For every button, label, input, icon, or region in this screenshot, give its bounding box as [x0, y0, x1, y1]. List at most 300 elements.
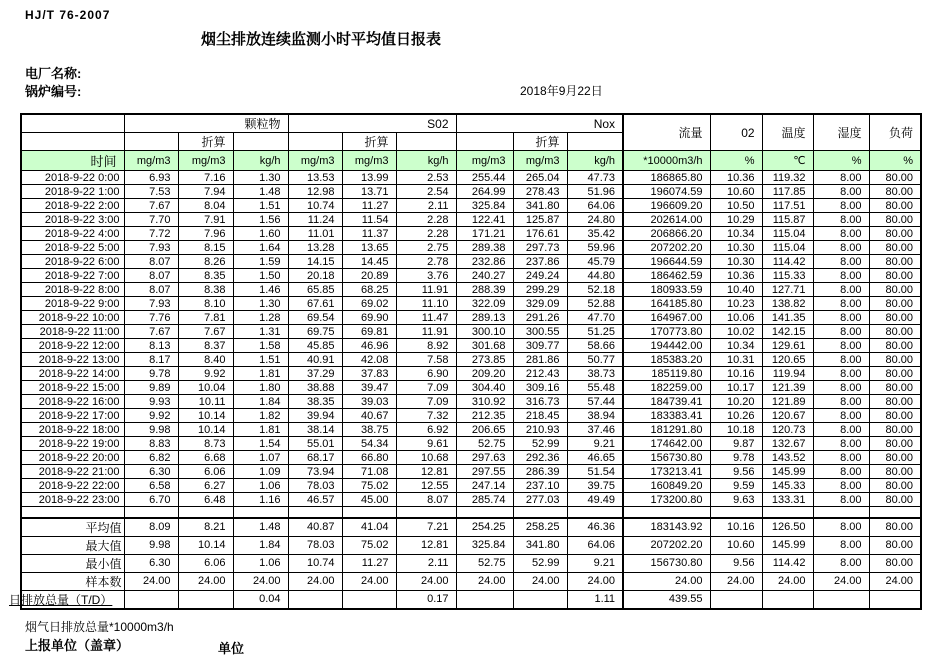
value-cell: 46.96 — [342, 339, 396, 353]
value-cell: 121.89 — [762, 395, 813, 409]
value-cell: 7.93 — [124, 297, 178, 311]
value-cell — [233, 507, 288, 518]
value-cell: 310.92 — [456, 395, 513, 409]
value-cell: 8.37 — [178, 339, 233, 353]
value-cell: 10.74 — [288, 199, 342, 213]
value-cell: 8.26 — [178, 255, 233, 269]
value-cell: 11.27 — [342, 199, 396, 213]
value-cell: 6.93 — [124, 171, 178, 185]
value-cell: 237.86 — [513, 255, 567, 269]
value-cell: 121.39 — [762, 381, 813, 395]
data-row — [21, 199, 921, 213]
value-cell: 80.00 — [869, 451, 921, 465]
daily-total-label — [9, 590, 124, 609]
unit-header: mg/m3 — [456, 151, 513, 171]
value-cell: 9.21 — [567, 437, 623, 451]
value-cell: 14.15 — [288, 255, 342, 269]
flue-gas-total-note: 烟气日排放总量*10000m3/h — [25, 620, 174, 634]
value-cell: 281.86 — [513, 353, 567, 367]
value-cell: 69.75 — [288, 325, 342, 339]
value-cell: 8.07 — [124, 283, 178, 297]
value-cell: 6.82 — [124, 451, 178, 465]
value-cell: 11.47 — [396, 311, 456, 325]
value-cell: 299.29 — [513, 283, 567, 297]
value-cell: 1.54 — [233, 437, 288, 451]
value-cell: 117.51 — [762, 199, 813, 213]
value-cell: 8.07 — [396, 493, 456, 507]
value-cell: 1.59 — [233, 255, 288, 269]
value-cell: 120.73 — [762, 423, 813, 437]
value-cell: 7.81 — [178, 311, 233, 325]
summary-row — [21, 554, 921, 572]
value-cell: 24.80 — [567, 213, 623, 227]
time-cell: 2018-9-22 17:00 — [21, 409, 124, 423]
value-cell: 1.84 — [233, 395, 288, 409]
value-cell: 9.63 — [710, 493, 762, 507]
value-cell: 9.93 — [124, 395, 178, 409]
value-cell: 8.00 — [813, 241, 869, 255]
value-cell: 39.47 — [342, 381, 396, 395]
summary-row — [21, 518, 921, 537]
value-cell: 9.59 — [710, 479, 762, 493]
spacer-row — [21, 507, 921, 518]
value-cell: 164185.80 — [623, 297, 710, 311]
value-cell: 52.18 — [567, 283, 623, 297]
value-cell: 24.00 — [813, 572, 869, 590]
value-cell: 8.00 — [813, 493, 869, 507]
value-cell — [710, 590, 762, 609]
value-cell: 120.65 — [762, 353, 813, 367]
value-cell: 69.81 — [342, 325, 396, 339]
value-cell: 181291.80 — [623, 423, 710, 437]
value-cell: 49.49 — [567, 493, 623, 507]
value-cell: 7.32 — [396, 409, 456, 423]
value-cell: 237.10 — [513, 479, 567, 493]
unit-header: ℃ — [762, 151, 813, 171]
value-cell: 80.00 — [869, 367, 921, 381]
value-cell: 24.00 — [124, 572, 178, 590]
group-header-load: 负荷 — [869, 114, 921, 151]
value-cell: 8.00 — [813, 409, 869, 423]
time-cell: 2018-9-22 3:00 — [21, 213, 124, 227]
time-cell: 2018-9-22 16:00 — [21, 395, 124, 409]
daily-total-row — [21, 590, 921, 609]
value-cell: 9.98 — [124, 536, 178, 554]
value-cell: 6.58 — [124, 479, 178, 493]
value-cell: 2.28 — [396, 227, 456, 241]
data-row — [21, 451, 921, 465]
value-cell: 1.46 — [233, 283, 288, 297]
spacer-cell — [567, 133, 623, 151]
value-cell: 185383.20 — [623, 353, 710, 367]
time-cell: 2018-9-22 8:00 — [21, 283, 124, 297]
standard-code: HJ/T 76-2007 — [25, 8, 111, 22]
value-cell: 7.93 — [124, 241, 178, 255]
value-cell: 80.00 — [869, 339, 921, 353]
value-cell: 325.84 — [456, 536, 513, 554]
value-cell: 115.04 — [762, 241, 813, 255]
value-cell: 24.00 — [710, 572, 762, 590]
report-date: 2018年9月22日 — [520, 84, 603, 98]
value-cell: 8.00 — [813, 367, 869, 381]
value-cell: 258.25 — [513, 518, 567, 537]
data-row — [21, 395, 921, 409]
value-cell: 8.21 — [178, 518, 233, 537]
value-cell: 40.87 — [288, 518, 342, 537]
value-cell: 6.27 — [178, 479, 233, 493]
value-cell: 10.31 — [710, 353, 762, 367]
value-cell: 255.44 — [456, 171, 513, 185]
data-row — [21, 171, 921, 185]
value-cell: 119.32 — [762, 171, 813, 185]
unit-header-flow: *10000m3/h — [623, 151, 710, 171]
value-cell: 183383.41 — [623, 409, 710, 423]
value-cell: 6.68 — [178, 451, 233, 465]
value-cell: 196609.20 — [623, 199, 710, 213]
value-cell: 8.83 — [124, 437, 178, 451]
group-header-pm: 颗粒物 — [124, 114, 288, 133]
value-cell: 8.73 — [178, 437, 233, 451]
value-cell: 6.48 — [178, 493, 233, 507]
value-cell: 9.56 — [710, 554, 762, 572]
data-row — [21, 185, 921, 199]
value-cell — [396, 507, 456, 518]
value-cell: 300.10 — [456, 325, 513, 339]
value-cell: 7.96 — [178, 227, 233, 241]
value-cell: 38.88 — [288, 381, 342, 395]
value-cell: 1.51 — [233, 353, 288, 367]
spacer-cell — [21, 507, 124, 518]
time-cell: 2018-9-22 22:00 — [21, 479, 124, 493]
value-cell: 37.46 — [567, 423, 623, 437]
spacer-cell — [396, 133, 456, 151]
value-cell: 20.89 — [342, 269, 396, 283]
summary-label: 最小值 — [21, 554, 124, 572]
value-cell: 80.00 — [869, 423, 921, 437]
value-cell: 209.20 — [456, 367, 513, 381]
value-cell: 24.00 — [178, 572, 233, 590]
value-cell: 38.75 — [342, 423, 396, 437]
value-cell: 45.00 — [342, 493, 396, 507]
data-row — [21, 241, 921, 255]
value-cell: 52.75 — [456, 437, 513, 451]
value-cell: 80.00 — [869, 493, 921, 507]
value-cell — [762, 507, 813, 518]
summary-label: 平均值 — [21, 518, 124, 537]
value-cell: 180933.59 — [623, 283, 710, 297]
value-cell: 73.94 — [288, 465, 342, 479]
value-cell: 75.02 — [342, 479, 396, 493]
value-cell: 8.07 — [124, 269, 178, 283]
value-cell: 47.70 — [567, 311, 623, 325]
unit-header: % — [869, 151, 921, 171]
value-cell: 8.00 — [813, 269, 869, 283]
value-cell: 142.15 — [762, 325, 813, 339]
value-cell: 12.55 — [396, 479, 456, 493]
value-cell: 8.09 — [124, 518, 178, 537]
group-header-row — [21, 114, 921, 133]
value-cell: 78.03 — [288, 536, 342, 554]
value-cell: 10.34 — [710, 227, 762, 241]
value-cell: 8.00 — [813, 325, 869, 339]
value-cell: 8.00 — [813, 395, 869, 409]
value-cell: 24.00 — [288, 572, 342, 590]
value-cell: 80.00 — [869, 395, 921, 409]
value-cell: 10.16 — [710, 367, 762, 381]
value-cell: 7.58 — [396, 353, 456, 367]
value-cell: 206.65 — [456, 423, 513, 437]
value-cell: 1.50 — [233, 269, 288, 283]
value-cell: 185119.80 — [623, 367, 710, 381]
value-cell: 309.16 — [513, 381, 567, 395]
value-cell: 80.00 — [869, 213, 921, 227]
value-cell: 138.82 — [762, 297, 813, 311]
data-row — [21, 367, 921, 381]
value-cell — [869, 507, 921, 518]
value-cell: 35.42 — [567, 227, 623, 241]
value-cell: 341.80 — [513, 199, 567, 213]
value-cell: 297.63 — [456, 451, 513, 465]
value-cell: 2.11 — [396, 554, 456, 572]
value-cell: 8.04 — [178, 199, 233, 213]
data-row — [21, 479, 921, 493]
value-cell: 127.71 — [762, 283, 813, 297]
value-cell: 13.53 — [288, 171, 342, 185]
value-cell — [623, 507, 710, 518]
spacer-cell — [233, 133, 288, 151]
value-cell: 10.40 — [710, 283, 762, 297]
value-cell: 1.48 — [233, 185, 288, 199]
data-rows — [9, 171, 921, 609]
value-cell: 156730.80 — [623, 451, 710, 465]
value-cell: 7.16 — [178, 171, 233, 185]
value-cell: 145.99 — [762, 465, 813, 479]
value-cell: 55.01 — [288, 437, 342, 451]
value-cell: 24.00 — [233, 572, 288, 590]
value-cell: 2.75 — [396, 241, 456, 255]
unit-header: mg/m3 — [178, 151, 233, 171]
value-cell: 115.87 — [762, 213, 813, 227]
value-cell: 8.00 — [813, 518, 869, 537]
data-row — [21, 465, 921, 479]
value-cell: 8.07 — [124, 255, 178, 269]
value-cell: 24.00 — [869, 572, 921, 590]
value-cell: 10.14 — [178, 536, 233, 554]
value-cell: 11.37 — [342, 227, 396, 241]
value-cell: 278.43 — [513, 185, 567, 199]
value-cell: 176.61 — [513, 227, 567, 241]
value-cell: 145.99 — [762, 536, 813, 554]
value-cell: 7.09 — [396, 395, 456, 409]
time-cell: 2018-9-22 0:00 — [21, 171, 124, 185]
time-cell: 2018-9-22 21:00 — [21, 465, 124, 479]
value-cell: 7.72 — [124, 227, 178, 241]
value-cell: 9.89 — [124, 381, 178, 395]
value-cell: 45.85 — [288, 339, 342, 353]
converted-label-so2: 折算 — [342, 133, 396, 151]
value-cell: 52.88 — [567, 297, 623, 311]
time-cell: 2018-9-22 9:00 — [21, 297, 124, 311]
value-cell: 249.24 — [513, 269, 567, 283]
value-cell: 9.56 — [710, 465, 762, 479]
value-cell: 297.73 — [513, 241, 567, 255]
value-cell: 10.02 — [710, 325, 762, 339]
value-cell: 46.65 — [567, 451, 623, 465]
value-cell: 171.21 — [456, 227, 513, 241]
data-row — [21, 213, 921, 227]
value-cell: 52.99 — [513, 554, 567, 572]
value-cell: 439.55 — [623, 590, 710, 609]
value-cell: 3.76 — [396, 269, 456, 283]
value-cell: 207202.20 — [623, 536, 710, 554]
value-cell: 143.52 — [762, 451, 813, 465]
value-cell: 8.35 — [178, 269, 233, 283]
value-cell: 9.92 — [124, 409, 178, 423]
group-header-flow: 流量 — [623, 114, 710, 151]
value-cell: 254.25 — [456, 518, 513, 537]
value-cell: 68.25 — [342, 283, 396, 297]
value-cell: 59.96 — [567, 241, 623, 255]
value-cell: 69.54 — [288, 311, 342, 325]
value-cell: 2.54 — [396, 185, 456, 199]
value-cell: 46.36 — [567, 518, 623, 537]
value-cell: 264.99 — [456, 185, 513, 199]
value-cell: 7.09 — [396, 381, 456, 395]
value-cell: 52.75 — [456, 554, 513, 572]
value-cell: 64.06 — [567, 199, 623, 213]
value-cell: 10.04 — [178, 381, 233, 395]
value-cell: 80.00 — [869, 227, 921, 241]
time-column-header: 时间 — [21, 151, 124, 171]
data-row — [21, 283, 921, 297]
value-cell: 8.00 — [813, 381, 869, 395]
value-cell: 6.30 — [124, 465, 178, 479]
value-cell: 277.03 — [513, 493, 567, 507]
value-cell: 1.06 — [233, 479, 288, 493]
value-cell: 292.36 — [513, 451, 567, 465]
value-cell: 9.21 — [567, 554, 623, 572]
value-cell: 80.00 — [869, 269, 921, 283]
value-cell: 80.00 — [869, 518, 921, 537]
value-cell: 8.38 — [178, 283, 233, 297]
value-cell: 58.66 — [567, 339, 623, 353]
value-cell: 196644.59 — [623, 255, 710, 269]
value-cell: 1.60 — [233, 227, 288, 241]
value-cell: 80.00 — [869, 479, 921, 493]
value-cell: 119.94 — [762, 367, 813, 381]
value-cell: 9.87 — [710, 437, 762, 451]
value-cell: 141.35 — [762, 311, 813, 325]
value-cell: 7.67 — [124, 199, 178, 213]
spacer-cell — [124, 133, 178, 151]
spacer-cell — [456, 133, 513, 151]
value-cell: 247.14 — [456, 479, 513, 493]
unit-header: kg/h — [233, 151, 288, 171]
unit-label: 单位 — [218, 641, 245, 656]
value-cell: 8.92 — [396, 339, 456, 353]
value-cell: 182259.00 — [623, 381, 710, 395]
time-cell: 2018-9-22 10:00 — [21, 311, 124, 325]
value-cell: 8.00 — [813, 554, 869, 572]
value-cell: 240.27 — [456, 269, 513, 283]
value-cell — [567, 507, 623, 518]
unit-header: kg/h — [396, 151, 456, 171]
data-row — [21, 311, 921, 325]
value-cell: 13.65 — [342, 241, 396, 255]
time-cell: 2018-9-22 18:00 — [21, 423, 124, 437]
unit-header: mg/m3 — [513, 151, 567, 171]
value-cell: 8.40 — [178, 353, 233, 367]
data-row — [21, 339, 921, 353]
value-cell: 80.00 — [869, 554, 921, 572]
value-cell: 46.57 — [288, 493, 342, 507]
value-cell: 1.06 — [233, 554, 288, 572]
value-cell — [762, 590, 813, 609]
unit-header: % — [710, 151, 762, 171]
value-cell: 1.82 — [233, 409, 288, 423]
value-cell: 7.67 — [178, 325, 233, 339]
group-header-humidity: 湿度 — [813, 114, 869, 151]
value-cell: 126.50 — [762, 518, 813, 537]
value-cell: 11.91 — [396, 283, 456, 297]
value-cell: 6.70 — [124, 493, 178, 507]
value-cell: 8.00 — [813, 536, 869, 554]
value-cell: 24.00 — [567, 572, 623, 590]
time-cell: 2018-9-22 7:00 — [21, 269, 124, 283]
time-cell: 2018-9-22 13:00 — [21, 353, 124, 367]
value-cell: 1.09 — [233, 465, 288, 479]
value-cell: 38.14 — [288, 423, 342, 437]
summary-label: 样本数 — [21, 572, 124, 590]
value-cell: 115.04 — [762, 227, 813, 241]
time-cell: 2018-9-22 6:00 — [21, 255, 124, 269]
value-cell: 202614.00 — [623, 213, 710, 227]
value-cell: 24.00 — [342, 572, 396, 590]
value-cell: 8.00 — [813, 353, 869, 367]
value-cell: 8.13 — [124, 339, 178, 353]
value-cell: 8.00 — [813, 479, 869, 493]
value-cell: 117.85 — [762, 185, 813, 199]
value-cell: 1.56 — [233, 213, 288, 227]
value-cell: 10.60 — [710, 185, 762, 199]
time-cell: 2018-9-22 5:00 — [21, 241, 124, 255]
value-cell: 6.92 — [396, 423, 456, 437]
value-cell: 2.28 — [396, 213, 456, 227]
value-cell: 42.08 — [342, 353, 396, 367]
value-cell: 122.41 — [456, 213, 513, 227]
value-cell: 184739.41 — [623, 395, 710, 409]
value-cell: 80.00 — [869, 381, 921, 395]
data-row — [21, 297, 921, 311]
value-cell: 78.03 — [288, 479, 342, 493]
value-cell: 8.00 — [813, 311, 869, 325]
value-cell: 80.00 — [869, 465, 921, 479]
value-cell: 8.00 — [813, 213, 869, 227]
value-cell: 11.91 — [396, 325, 456, 339]
value-cell: 316.73 — [513, 395, 567, 409]
value-cell: 6.06 — [178, 465, 233, 479]
value-cell: 10.06 — [710, 311, 762, 325]
value-cell: 289.38 — [456, 241, 513, 255]
value-cell: 1.30 — [233, 297, 288, 311]
value-cell: 10.11 — [178, 395, 233, 409]
value-cell: 75.02 — [342, 536, 396, 554]
value-cell: 133.31 — [762, 493, 813, 507]
data-row — [21, 353, 921, 367]
data-row — [21, 437, 921, 451]
value-cell: 39.03 — [342, 395, 396, 409]
value-cell: 145.33 — [762, 479, 813, 493]
